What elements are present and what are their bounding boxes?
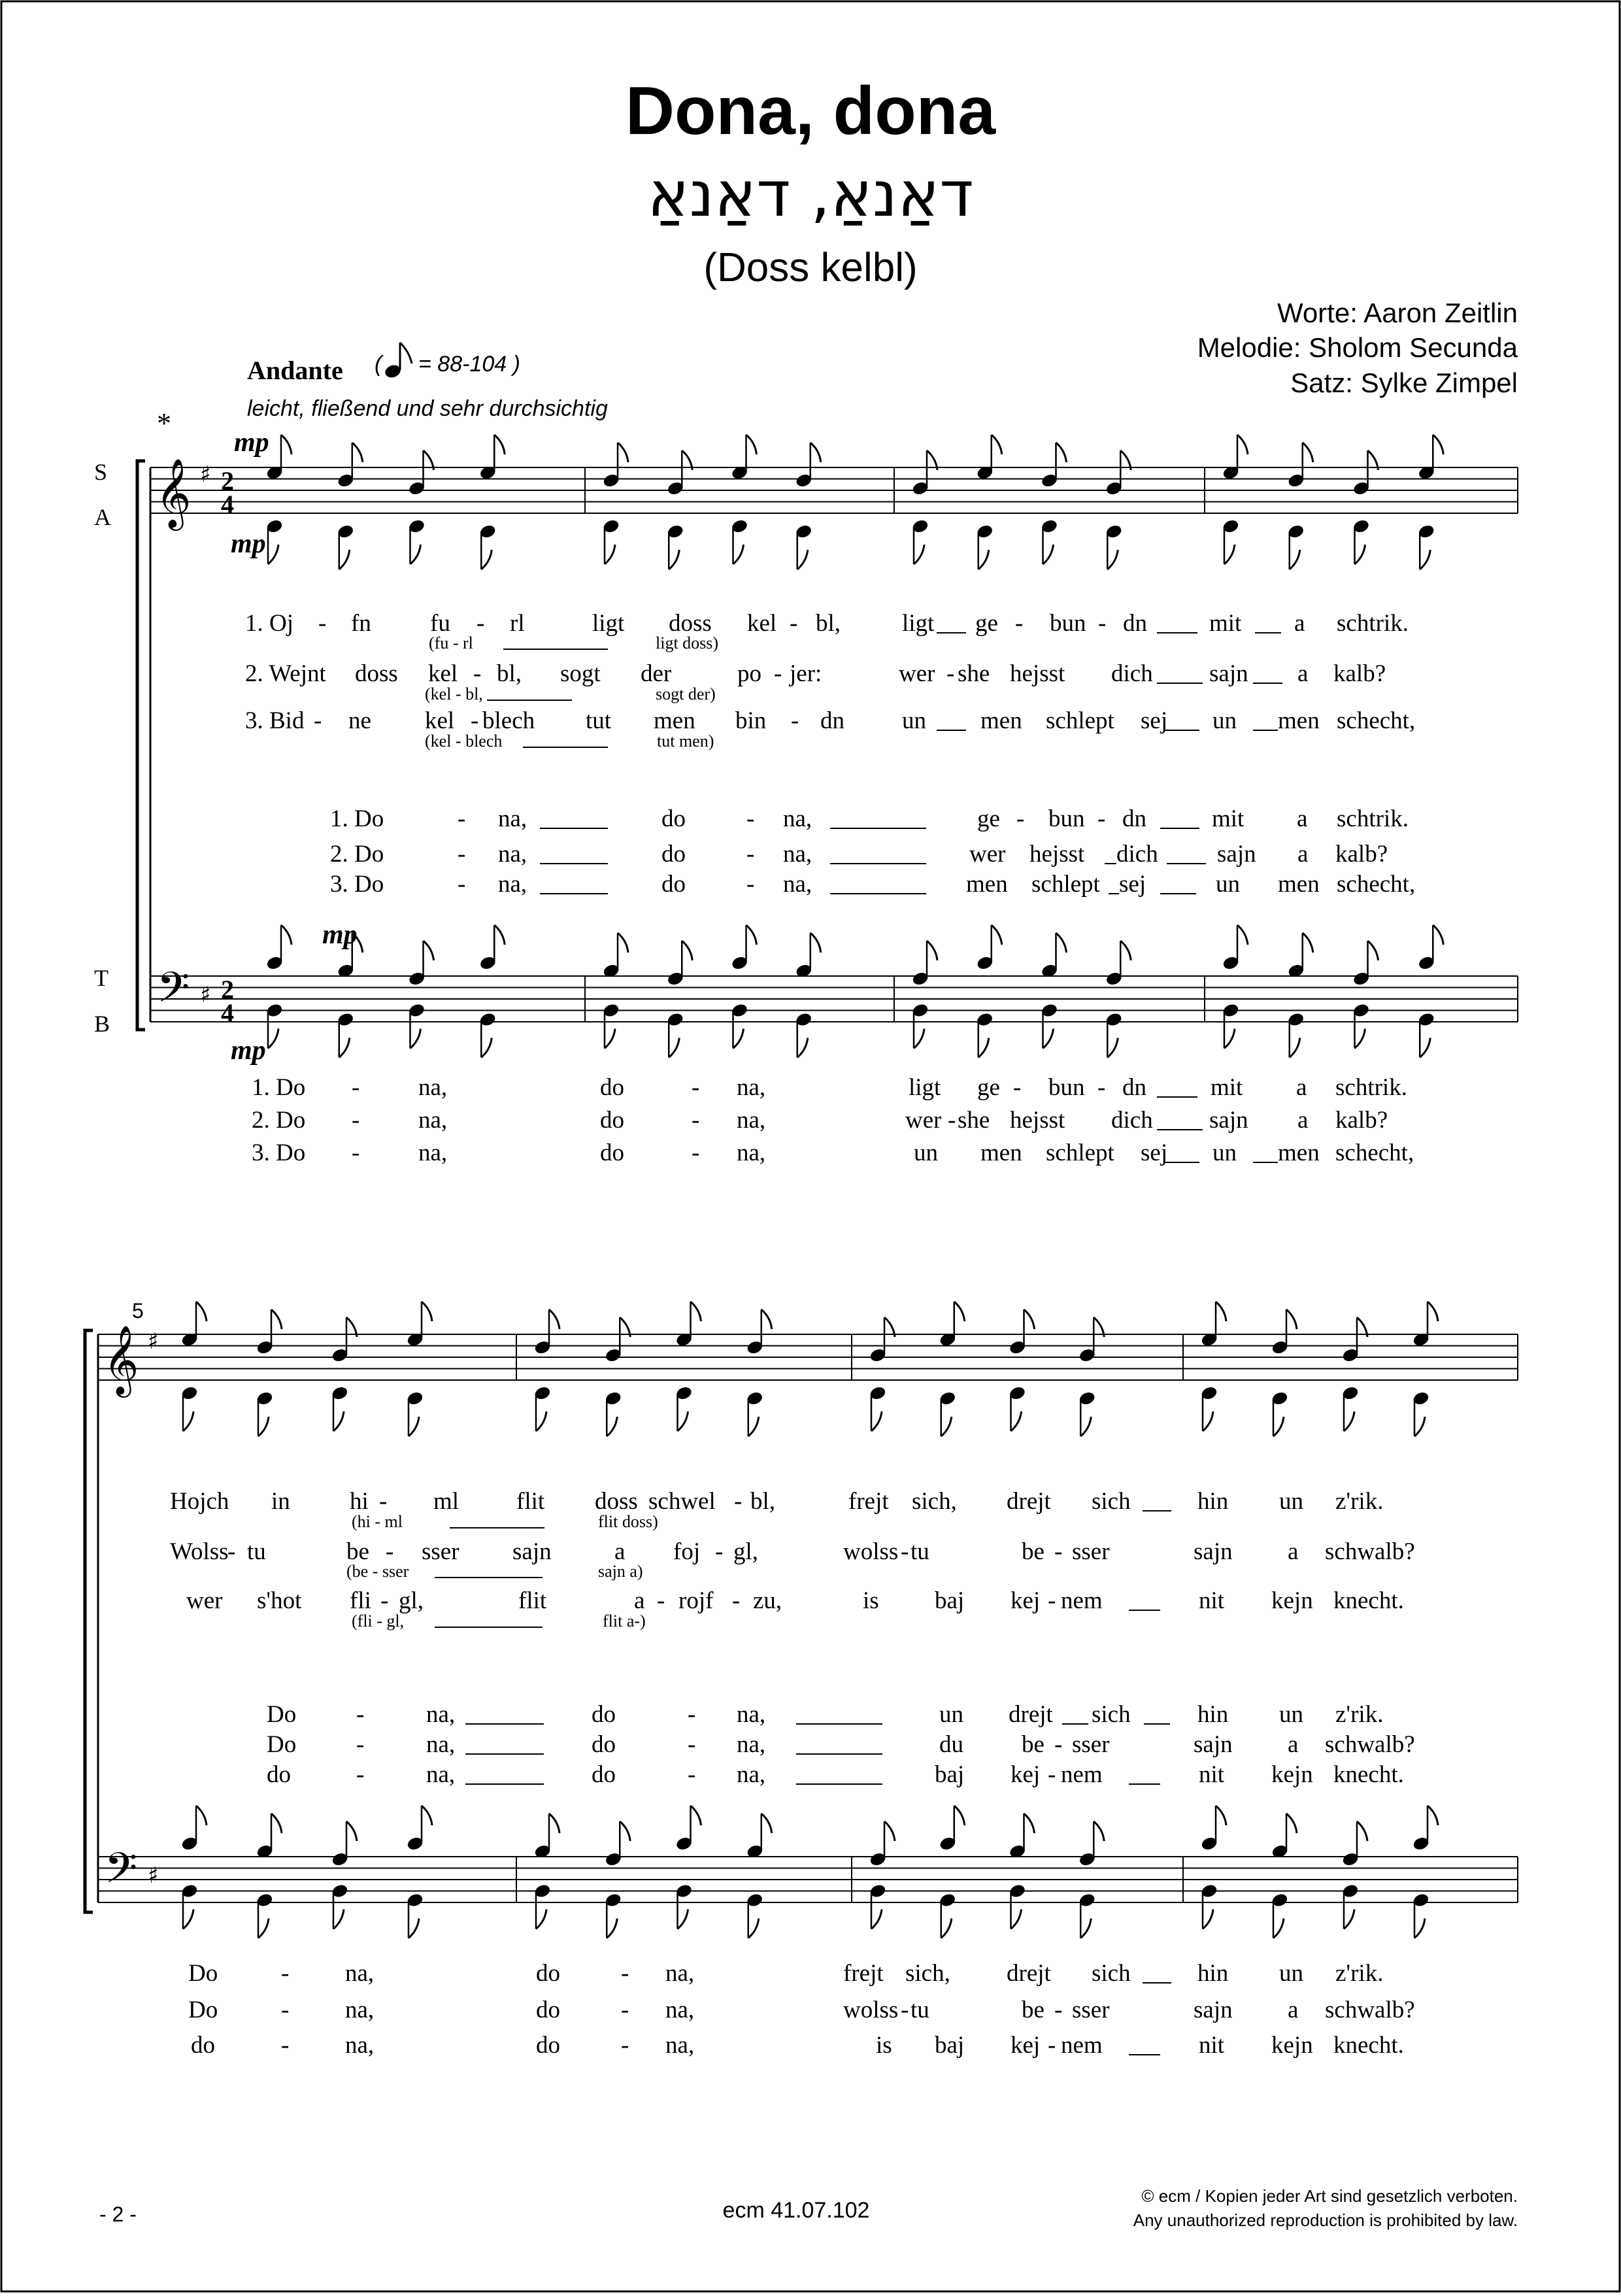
system1-sa-lyrics xyxy=(245,610,1415,751)
credit-melody: Melodie: Sholom Secunda xyxy=(1197,332,1518,363)
note-flag xyxy=(927,941,937,960)
svg-text:Wolss-tube-ssersajnafoj-gl,wol: Wolss- tu be - sser sajn a foj - gl, wolss-tu be - sser sajn a schwalb? xyxy=(170,1538,1415,1565)
svg-text:3. Do-na,do-na,menschleptsejun: 3. Do - na, do - na, men schlept sej un men schecht, xyxy=(330,871,1416,898)
note-flag xyxy=(494,435,505,454)
svg-text:Do-na,do-na,undrejtsichhinunz': Do - na, do - na, un drejt sich hin un z'rik. xyxy=(267,1701,1384,1728)
note-flag xyxy=(1273,1919,1284,1938)
note-flag xyxy=(748,1919,759,1938)
note-flag xyxy=(1303,443,1313,462)
svg-text:3. Do-na,do-na,unmenschleptsej: 3. Do - na, do - na, un men schlept sej un men schecht, xyxy=(252,1140,1414,1166)
note-flag xyxy=(941,1417,952,1436)
note-flag xyxy=(914,545,924,564)
note-flag xyxy=(409,1417,419,1436)
note-flag xyxy=(618,933,628,953)
note-flag xyxy=(536,1910,546,1929)
dynamic-mp-tenor: mp xyxy=(322,920,358,950)
svg-text:do-na,do-na,bajkej-nemnitkejnk: do - na, do - na, baj kej - nem nit kejn knecht. xyxy=(267,1761,1404,1788)
note-flag xyxy=(748,1417,759,1436)
note-flag xyxy=(339,1038,350,1058)
note-flag xyxy=(620,1821,630,1841)
note-flag xyxy=(1355,1029,1365,1049)
note-flag xyxy=(1433,435,1443,454)
note-flag xyxy=(811,933,821,953)
svg-text:1. Do-na,do-na,ge-bun-dnmitasc: 1. Do - na, do - na, ge - bun - dn mit a schtrik. xyxy=(330,805,1409,832)
page-title: Dona, dona xyxy=(625,73,996,149)
note-flag xyxy=(196,1806,207,1825)
note-flag xyxy=(605,1029,615,1049)
note-flag xyxy=(884,1821,895,1841)
svg-text:2. Do-na,do-na,wer-shehejsstdi: 2. Do - na, do - na, wer -she hejsst dich sajn a kalb? xyxy=(252,1107,1388,1134)
note-flag xyxy=(1203,1411,1213,1431)
note-flag xyxy=(761,1309,772,1329)
svg-text:3. Bid-nekel-blechtutmenbin-dn: 3. Bid - ne kel - blech tut men bin - dn un men schlept sej un men schecht, xyxy=(245,707,1416,734)
voice-label-soprano: S xyxy=(94,459,108,485)
note-flag xyxy=(914,1029,924,1049)
note-flag xyxy=(1368,941,1379,960)
note-flag xyxy=(1428,1806,1438,1825)
note-flag xyxy=(258,1919,269,1938)
dynamic-mp-bass: mp xyxy=(231,1036,266,1066)
svg-text:2. Wejntdosskel-bl,sogtderpo-j: 2. Wejnt doss kel - bl, sogt der po - jer: wer - she hejsst dich sajn a kalb? xyxy=(245,660,1386,687)
note-flag xyxy=(1043,1029,1054,1049)
note-flag xyxy=(1237,435,1248,454)
note-flag xyxy=(281,435,292,454)
credit-words: Worte: Aaron Zeitlin xyxy=(1277,297,1518,328)
note-flag xyxy=(333,1411,344,1431)
note-flag xyxy=(422,1806,432,1825)
note-flag xyxy=(1290,550,1300,569)
svg-text:(be - ssersajn a): (be - sser sajn a) xyxy=(346,1562,643,1581)
note-flag xyxy=(1420,550,1430,569)
copyright-notice-english: Any unauthorized reproduction is prohibited by law. xyxy=(1133,2210,1518,2230)
credit-arrangement: Satz: Sylke Zimpel xyxy=(1290,367,1518,398)
svg-text:(fu - rlligt doss): (fu - rl ligt doss) xyxy=(429,633,719,652)
note-flag xyxy=(339,550,350,569)
note-flag xyxy=(682,941,692,960)
note-flag xyxy=(1433,925,1443,945)
note-flag xyxy=(1216,1302,1226,1321)
copyright-notice: © ecm / Kopien jeder Art sind gesetzlich verboten. xyxy=(1141,2186,1518,2206)
voice-label-bass: B xyxy=(94,1011,110,1037)
svg-text:do-na,do-na,isbajkej-nemnitkej: do - na, do - na, is baj kej - nem nit kejn knecht. xyxy=(191,2032,1404,2059)
svg-text:Hojchinhi-mlflitdossschwel-bl,: Hojch in hi - ml flit doss schwel - bl, frejt sich, drejt sich hin un z'rik. xyxy=(170,1488,1384,1515)
voice-label-tenor: T xyxy=(94,965,109,991)
note-flag xyxy=(691,1302,701,1321)
note-flag xyxy=(424,941,434,960)
page-number: - 2 - xyxy=(99,2203,137,2226)
note-flag xyxy=(954,1302,965,1321)
note-flag xyxy=(992,925,1002,945)
note-flag xyxy=(1080,1919,1091,1938)
note-flag xyxy=(1011,1411,1022,1431)
note-flag xyxy=(797,1038,808,1058)
note-flag xyxy=(258,1417,269,1436)
system1-alto-lyrics xyxy=(330,805,1415,898)
note-flag xyxy=(978,1038,989,1058)
note-flag xyxy=(1056,933,1067,953)
bass-staff xyxy=(150,976,1518,1022)
note-flag xyxy=(271,1814,282,1833)
note-flag xyxy=(1024,1309,1035,1329)
system2-tb-lyrics xyxy=(188,1960,1415,2059)
note-flag xyxy=(871,1411,882,1431)
note-flag xyxy=(271,1309,282,1329)
system1-alto-extenders xyxy=(540,828,1206,894)
bass-clef-icon: 𝄢 xyxy=(157,964,190,1022)
note-flag xyxy=(618,443,628,462)
note-flag xyxy=(1056,443,1067,462)
note-flag xyxy=(268,1029,278,1049)
note-flag xyxy=(1107,550,1118,569)
note-flag xyxy=(992,435,1002,454)
key-signature-sharp-icon: ♯ xyxy=(200,982,211,1008)
tempo-marking: Andante xyxy=(247,356,343,385)
note-flag xyxy=(941,1919,952,1938)
note-flag xyxy=(797,550,808,569)
note-flag xyxy=(1414,1919,1425,1938)
note-flag xyxy=(1224,545,1235,564)
note-flag xyxy=(607,1417,617,1436)
bass-clef-icon: 𝄢 xyxy=(105,1844,138,1903)
dynamic-mp-soprano: mp xyxy=(234,428,269,458)
note-flag xyxy=(1237,925,1248,945)
note-flag xyxy=(733,545,744,564)
note-flag xyxy=(605,545,615,564)
note-flag xyxy=(678,1411,688,1431)
treble-staff xyxy=(98,1334,1518,1380)
catalog-number: ecm 41.07.102 xyxy=(722,2198,870,2223)
note-flag xyxy=(1355,545,1365,564)
note-flag xyxy=(733,1029,744,1049)
note-flag xyxy=(691,1806,701,1825)
svg-text:wers'hotfli-gl,flita-rojf-zu,i: wer s'hot fli - gl, flit a - rojf - zu, is baj kej - nem nit kejn knecht. xyxy=(186,1587,1404,1614)
metronome-open-paren: ( xyxy=(375,352,382,377)
note-flag xyxy=(1107,1038,1118,1058)
note-flag xyxy=(281,925,292,945)
note-flag xyxy=(669,1038,679,1058)
note-flag xyxy=(536,1411,546,1431)
time-signature-icon: 2 4 xyxy=(221,975,234,1028)
note-flag xyxy=(978,550,989,569)
svg-text:1. Do-na,do-na,ligtge-bun-dnmi: 1. Do - na, do - na, ligt ge - bun - dn mit a schtrik. xyxy=(252,1074,1407,1101)
note-flag xyxy=(183,1910,193,1929)
svg-text:2. Do-na,do-na,werhejsstdichsa: 2. Do - na, do - na, wer hejsst dich sajn a kalb? xyxy=(330,841,1388,868)
eighth-note-icon xyxy=(384,343,412,380)
note-flag xyxy=(954,1806,965,1825)
svg-text:Do-na,do-na,frejtsich,drejtsic: Do - na, do - na, frejt sich, drejt sich hin un z'rik. xyxy=(188,1960,1384,1987)
note-flag xyxy=(678,1910,688,1929)
treble-clef-icon: 𝄞 xyxy=(156,458,192,528)
note-flag xyxy=(494,925,505,945)
svg-text:(kel - bl,sogt der): (kel - bl, sogt der) xyxy=(425,684,716,703)
key-signature-sharp-icon: ♯ xyxy=(148,1863,159,1889)
note-flag xyxy=(1273,1417,1284,1436)
dynamic-mp-alto: mp xyxy=(231,529,266,559)
note-flag xyxy=(1024,1814,1035,1833)
hebrew-title: דאַנאַ, דאַנאַ xyxy=(647,158,974,231)
note-flag xyxy=(1011,1910,1022,1929)
note-flag xyxy=(761,1814,772,1833)
note-flag xyxy=(1420,1038,1430,1058)
svg-text:Do-na,do-na,wolss-tube-ssersaj: Do - na, do - na, wolss-tu be - sser sajn a schwalb? xyxy=(188,1997,1415,2023)
note-flag xyxy=(1203,1910,1213,1929)
note-flag xyxy=(1286,1309,1297,1329)
note-flag xyxy=(268,545,278,564)
note-flag xyxy=(607,1919,617,1938)
note-flag xyxy=(481,550,492,569)
note-flag xyxy=(1120,941,1131,960)
note-flag xyxy=(871,1910,882,1929)
note-flag xyxy=(1286,1814,1297,1833)
note-flag xyxy=(196,1302,207,1321)
note-flag xyxy=(549,1814,560,1833)
svg-text:1. Oj-fnfu-rlligtdosskel-bl,li: 1. Oj - fn fu - rl ligt doss kel - bl, ligt ge - bun - dn mit a schtrik. xyxy=(245,610,1409,637)
system-bracket xyxy=(137,461,145,1030)
note-flag xyxy=(1043,545,1054,564)
treble-staff xyxy=(150,467,1518,513)
note-flag xyxy=(1344,1910,1354,1929)
system-bracket xyxy=(85,1330,93,1912)
note-flag xyxy=(1290,1038,1300,1058)
time-signature-icon: 2 4 xyxy=(221,466,234,519)
note-flag xyxy=(746,925,757,945)
note-flag xyxy=(410,1029,421,1049)
note-flag xyxy=(1344,1411,1354,1431)
key-signature-sharp-icon: ♯ xyxy=(200,462,211,488)
svg-text:(fli - gl,flit a-): (fli - gl, flit a-) xyxy=(352,1612,646,1630)
svg-text:Do-na,do-na,dube-ssersajnaschw: Do - na, do - na, du be - sser sajn a schwalb? xyxy=(267,1731,1415,1758)
note-flag xyxy=(1094,1821,1104,1841)
treble-clef-icon: 𝄞 xyxy=(103,1325,139,1394)
bass-staff xyxy=(98,1857,1518,1902)
system1-tb-lyrics xyxy=(252,1074,1414,1166)
note-flag xyxy=(669,550,679,569)
note-flag xyxy=(183,1411,193,1431)
system2-sa-lyrics xyxy=(170,1488,1415,1630)
note-flag xyxy=(1080,1417,1091,1436)
note-flag xyxy=(1303,933,1313,953)
note-flag xyxy=(1357,1821,1367,1841)
note-flag xyxy=(333,1910,344,1929)
system2-alto-lyrics xyxy=(267,1701,1415,1788)
note-flag xyxy=(1414,1417,1425,1436)
svg-text:(kel - blechtut men): (kel - blech tut men) xyxy=(425,732,714,751)
subtitle: (Doss kelbl) xyxy=(703,245,918,290)
system2-tb-extenders xyxy=(1129,1983,1171,2055)
note-flag xyxy=(346,1821,357,1841)
note-flag xyxy=(1428,1302,1438,1321)
note-flag xyxy=(481,1038,492,1058)
note-flag xyxy=(409,1919,419,1938)
asterisk-footnote-mark: * xyxy=(157,407,171,439)
voice-label-alto: A xyxy=(94,504,111,530)
measure-number: 5 xyxy=(132,1299,144,1323)
expression-marking: leicht, fließend und sehr durchsichtig xyxy=(247,396,608,421)
note-flag xyxy=(1216,1806,1226,1825)
note-flag xyxy=(549,1309,560,1329)
key-signature-sharp-icon: ♯ xyxy=(148,1328,159,1355)
note-flag xyxy=(746,435,757,454)
note-flag xyxy=(422,1302,432,1321)
note-flag xyxy=(811,443,821,462)
note-flag xyxy=(410,545,421,564)
note-flag xyxy=(1224,1029,1235,1049)
svg-text:(hi - mlflit doss): (hi - ml flit doss) xyxy=(352,1512,658,1531)
note-flag xyxy=(352,443,363,462)
metronome-value: = 88-104 ) xyxy=(418,352,520,377)
